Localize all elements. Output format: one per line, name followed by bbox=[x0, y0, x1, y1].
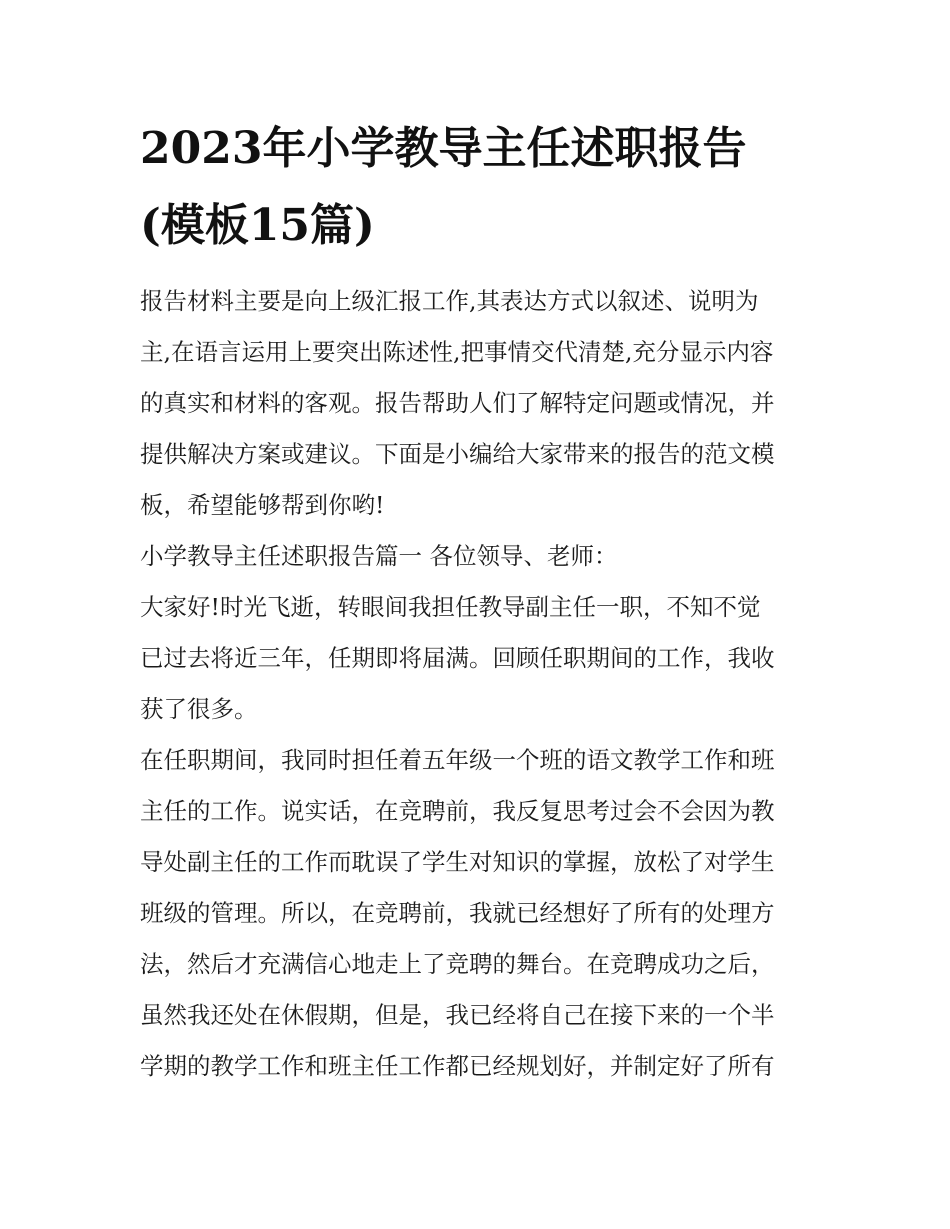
body-line: 主任的工作。说实话，在竞聘前，我反复思考过会不会因为教 bbox=[140, 797, 775, 825]
body-line: 学期的教学工作和班主任工作都已经规划好，并制定好了所有 bbox=[140, 1052, 775, 1080]
body-line: 已过去将近三年，任期即将届满。回顾任职期间的工作，我收 bbox=[140, 644, 775, 672]
body-line: 的真实和材料的客观。报告帮助人们了解特定问题或情况，并 bbox=[140, 389, 775, 417]
body-line: 大家好!时光飞逝，转眼间我担任教导副主任一职，不知不觉 bbox=[140, 593, 761, 621]
title-line-1: 2023年小学教导主任述职报告 bbox=[140, 123, 747, 174]
body-line: 板，希望能够帮到你哟! bbox=[140, 491, 385, 519]
body-line: 提供解决方案或建议。下面是小编给大家带来的报告的范文模 bbox=[140, 440, 775, 468]
title-line-2: (模板15篇) bbox=[140, 200, 375, 251]
body-line: 法，然后才充满信心地走上了竞聘的舞台。在竞聘成功之后， bbox=[140, 950, 775, 978]
body-line: 主,在语言运用上要突出陈述性,把事情交代清楚,充分显示内容 bbox=[140, 338, 774, 366]
body-line: 班级的管理。所以，在竞聘前，我就已经想好了所有的处理方 bbox=[140, 899, 775, 927]
body-line: 导处副主任的工作而耽误了学生对知识的掌握，放松了对学生 bbox=[140, 848, 775, 876]
document-body bbox=[140, 276, 820, 1092]
body-line: 在任职期间，我同时担任着五年级一个班的语文教学工作和班 bbox=[140, 746, 775, 774]
body-line: 获了很多。 bbox=[140, 695, 258, 723]
section-heading-line: 小学教导主任述职报告篇一 各位领导、老师： bbox=[140, 542, 618, 570]
body-line: 报告材料主要是向上级汇报工作,其表达方式以叙述、说明为 bbox=[140, 287, 759, 315]
document-title bbox=[140, 110, 820, 264]
body-line: 虽然我还处在休假期，但是，我已经将自己在接下来的一个半 bbox=[140, 1001, 775, 1029]
